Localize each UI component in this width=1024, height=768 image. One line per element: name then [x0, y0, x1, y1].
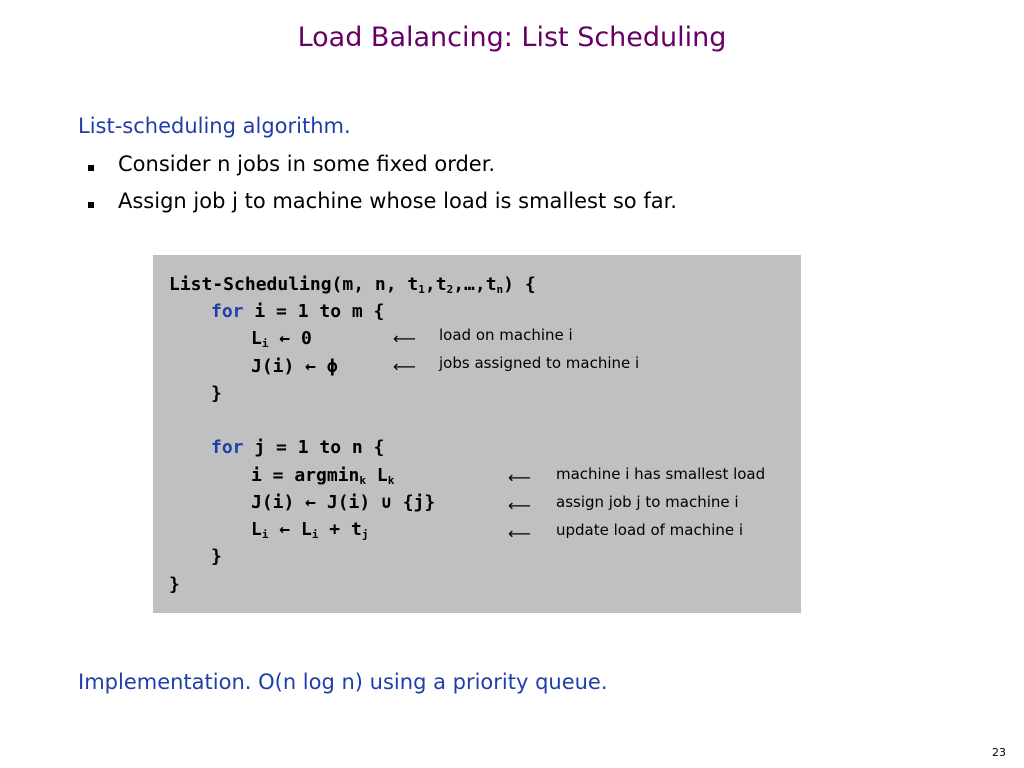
code-text: ← L — [268, 519, 312, 540]
code-keyword: for — [211, 301, 244, 322]
left-arrow-icon: ⟵ — [393, 357, 416, 376]
code-subscript: j — [361, 528, 369, 541]
code-text: i = 1 to m { — [243, 301, 385, 322]
page-number: 23 — [992, 746, 1006, 759]
code-subscript: n — [496, 283, 504, 296]
left-arrow-icon: ⟵ — [393, 329, 416, 348]
code-subscript: i — [311, 528, 319, 541]
code-line-for-j — [211, 438, 384, 458]
annotation-note: jobs assigned to machine i — [439, 354, 640, 372]
code-text: j = 1 to n { — [243, 437, 385, 458]
code-subscript: i — [261, 337, 269, 350]
code-subscript: i — [261, 528, 269, 541]
pseudocode-box — [153, 255, 801, 613]
code-text: ) { — [503, 274, 536, 295]
annotation-note: update load of machine i — [556, 521, 744, 539]
code-line-for-i — [211, 302, 384, 322]
code-line-init-jobs: J(i) ← ϕ — [251, 356, 338, 377]
left-arrow-icon: ⟵ — [508, 524, 531, 543]
bullet-square-icon — [88, 165, 94, 171]
code-line-signature — [169, 275, 536, 300]
slide-title: Load Balancing: List Scheduling — [297, 22, 727, 53]
code-line-close: } — [211, 383, 222, 404]
intro-heading: List-scheduling algorithm. — [78, 114, 351, 138]
code-subscript: 2 — [446, 283, 454, 296]
code-line-assign: J(i) ← J(i) ∪ {j} — [251, 492, 436, 513]
code-line-update — [251, 520, 368, 545]
code-subscript: k — [387, 474, 395, 487]
code-text: i = argmin — [251, 465, 360, 486]
code-line-close: } — [211, 546, 222, 567]
code-keyword: for — [211, 437, 244, 458]
code-text: List-Scheduling(m, n, t — [169, 274, 419, 295]
code-text: L — [251, 519, 262, 540]
implementation-note: Implementation. O(n log n) using a priority queue. — [78, 670, 608, 694]
bullet-text: Assign job j to machine whose load is smallest so far. — [118, 189, 677, 213]
annotation-note: load on machine i — [439, 326, 573, 344]
code-line-close: } — [169, 574, 180, 595]
bullet-text: Consider n jobs in some fixed order. — [118, 152, 496, 176]
code-subscript: 1 — [418, 283, 425, 296]
code-text: L — [251, 328, 262, 349]
code-line-init-load — [251, 329, 312, 354]
code-text: L — [366, 465, 388, 486]
annotation-note: assign job j to machine i — [556, 493, 739, 511]
code-subscript: k — [359, 474, 366, 487]
code-text: ← 0 — [268, 328, 312, 349]
left-arrow-icon: ⟵ — [508, 468, 531, 487]
bullet-square-icon — [88, 202, 94, 208]
code-text: ,…,t — [453, 274, 497, 295]
code-text: ,t — [424, 274, 447, 295]
code-line-argmin — [251, 466, 394, 491]
left-arrow-icon: ⟵ — [508, 496, 531, 515]
annotation-note: machine i has smallest load — [556, 465, 766, 483]
code-text: + t — [318, 519, 362, 540]
